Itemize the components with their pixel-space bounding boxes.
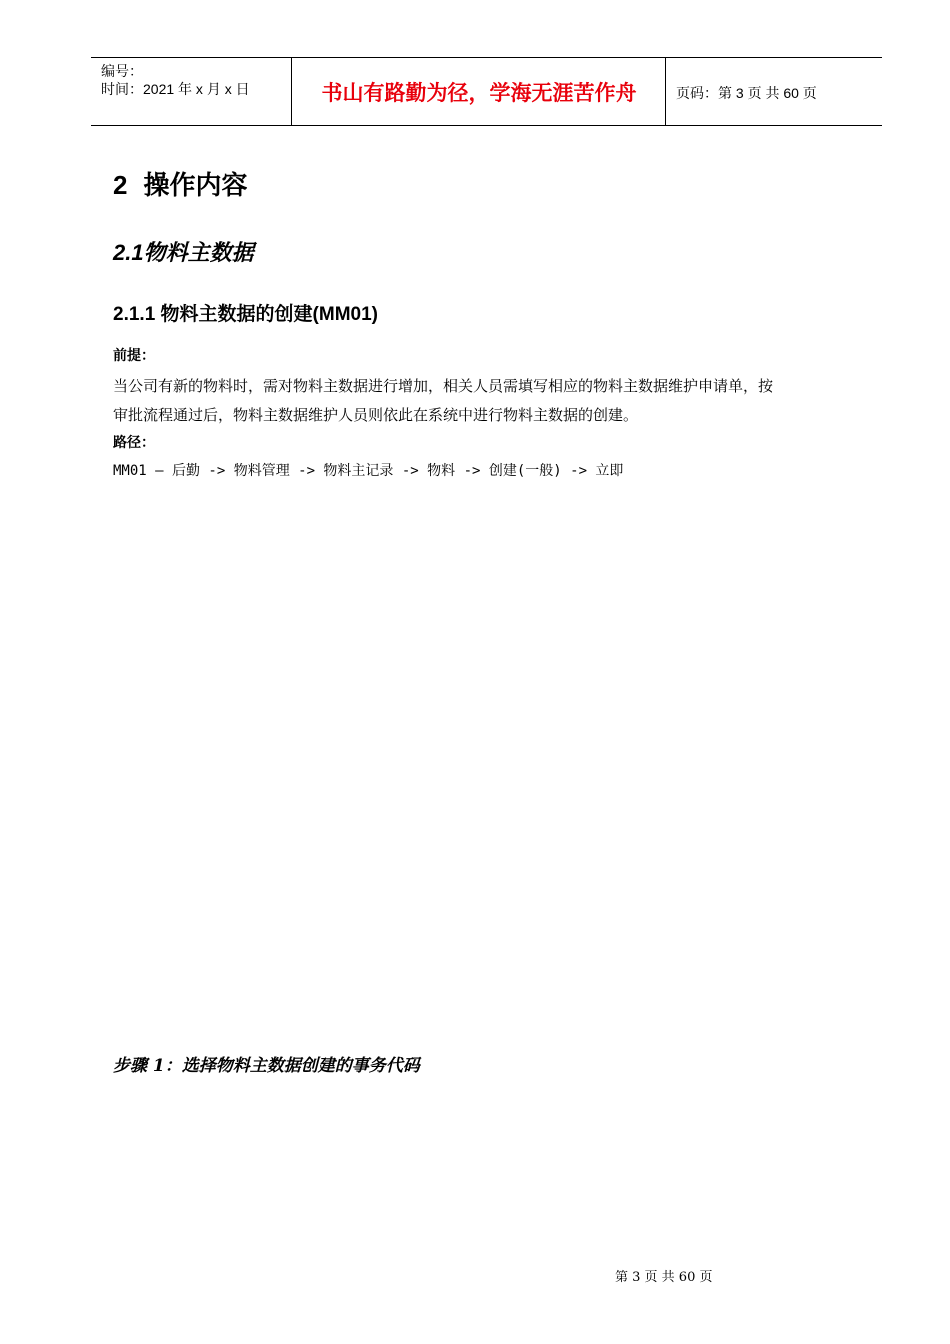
header-info-cell (91, 58, 292, 125)
premise-paragraph (113, 372, 855, 430)
page-footer: 第 3 页 共 60 页 (615, 1270, 713, 1285)
menu-path-text: MM01 – 后勤 -> 物料管理 -> 物料主记录 -> 物料 -> 创建(一般) -> 立即 (113, 463, 624, 479)
header-motto: 书山有路勤为径，学海无涯苦作舟 (321, 81, 637, 105)
page-header (91, 57, 882, 126)
section-heading (113, 165, 247, 205)
premise-label: 前提： (113, 348, 155, 364)
header-page-cell (666, 58, 882, 125)
section-number: 2 (113, 170, 128, 200)
header-motto-cell (292, 58, 666, 125)
document-time-label: 时间：2021 年 x 月 x 日 (101, 81, 250, 97)
subsubsection-heading: 2.1.1 物料主数据的创建(MM01) (113, 304, 378, 325)
path-label: 路径： (113, 435, 155, 451)
premise-line: 当公司有新的物料时，需对物料主数据进行增加，相关人员需填写相应的物料主数据维护申请单，按 (113, 377, 774, 395)
section-title: 操作内容 (143, 170, 248, 200)
subsection-heading: 2.1物料主数据 (113, 240, 254, 265)
premise-line: 审批流程通过后，物料主数据维护人员则依此在系统中进行物料主数据的创建。 (113, 406, 639, 424)
header-page-number: 页码：第 3 页 共 60 页 (676, 85, 817, 101)
step-heading: 步骤 1：选择物料主数据创建的事务代码 (113, 1056, 420, 1076)
document-code-label: 编号： (101, 63, 143, 79)
